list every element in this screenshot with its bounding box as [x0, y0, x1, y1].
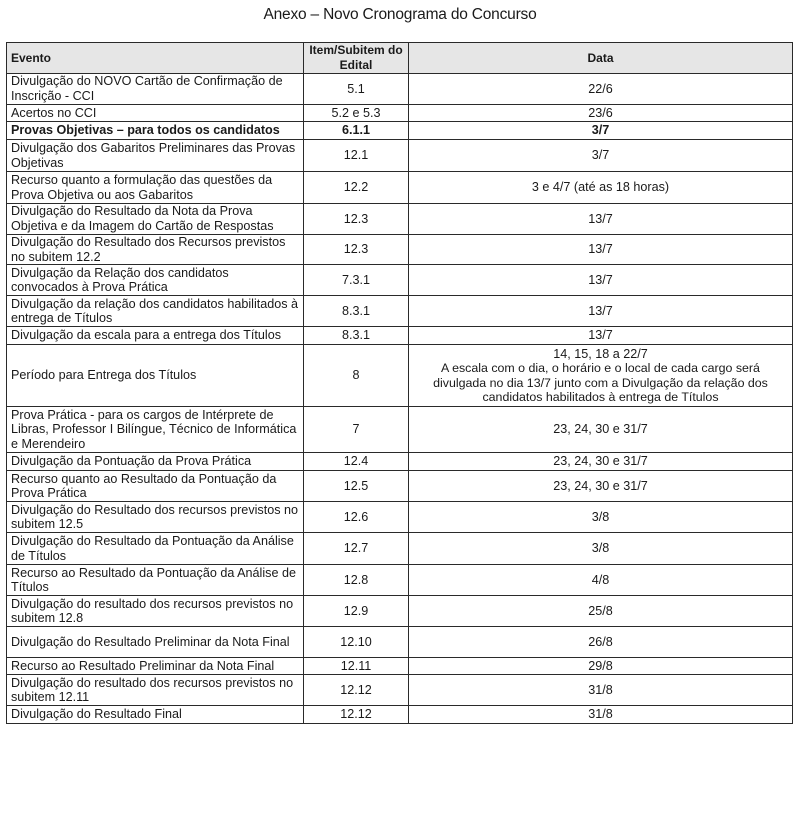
cell-data — [409, 675, 793, 706]
table-row — [7, 172, 793, 204]
cell-data — [409, 627, 793, 658]
table-row — [7, 265, 793, 296]
table-row — [7, 502, 793, 533]
cell-evento: Divulgação do Resultado dos Recursos previstos no subitem 12.2 — [7, 235, 304, 265]
cell-evento: Divulgação do Resultado Final — [7, 706, 304, 724]
cell-data — [409, 407, 793, 453]
cell-item: 6.1.1 — [304, 122, 409, 140]
table-row — [7, 204, 793, 235]
schedule-body — [7, 74, 793, 724]
date-value: 3/7 — [591, 123, 610, 138]
cell-item: 5.1 — [304, 74, 409, 105]
cell-evento: Divulgação do resultado dos recursos previstos no subitem 12.8 — [7, 596, 304, 627]
cell-data — [409, 658, 793, 675]
date-value: 31/8 — [588, 682, 613, 697]
cell-data — [409, 533, 793, 565]
cell-evento: Divulgação do Resultado da Nota da Prova Objetiva e da Imagem do Cartão de Respostas — [7, 204, 304, 235]
cell-data — [409, 204, 793, 235]
cell-evento: Acertos no CCI — [7, 105, 304, 122]
cell-item: 12.3 — [304, 235, 409, 265]
date-value: 13/7 — [588, 303, 613, 318]
cell-item: 5.2 e 5.3 — [304, 105, 409, 122]
date-value: 22/6 — [588, 81, 613, 96]
cell-evento: Período para Entrega dos Títulos — [7, 345, 304, 407]
cell-evento: Recurso quanto a formulação das questões da Prova Objetiva ou aos Gabaritos — [7, 172, 304, 204]
cell-item: 12.1 — [304, 140, 409, 172]
date-value: 4/8 — [591, 572, 610, 587]
table-row — [7, 296, 793, 327]
date-value: 23, 24, 30 e 31/7 — [553, 454, 648, 469]
cell-data — [409, 596, 793, 627]
date-note: A escala com o dia, o horário e o local de cada cargo será divulgada no dia 13/7 junto com a Divulgação da relação dos candidatos habilitados à entrega de Títulos — [433, 361, 768, 405]
cell-evento: Divulgação da escala para a entrega dos Títulos — [7, 327, 304, 345]
cell-item: 8 — [304, 345, 409, 407]
table-row — [7, 327, 793, 345]
table-row — [7, 122, 793, 140]
cell-item: 12.8 — [304, 565, 409, 596]
cell-data — [409, 105, 793, 122]
cell-data — [409, 565, 793, 596]
table-row — [7, 627, 793, 658]
cell-data — [409, 345, 793, 407]
date-value: 14, 15, 18 a 22/7 — [553, 346, 648, 361]
header-data: Data — [409, 43, 793, 74]
date-value: 13/7 — [588, 328, 613, 343]
cell-data — [409, 172, 793, 204]
header-evento: Evento — [7, 43, 304, 74]
cell-item: 12.12 — [304, 675, 409, 706]
cell-evento: Provas Objetivas – para todos os candidatos — [7, 122, 304, 140]
cell-evento: Divulgação do Resultado dos recursos previstos no subitem 12.5 — [7, 502, 304, 533]
date-value: 23, 24, 30 e 31/7 — [553, 422, 648, 437]
cell-data — [409, 471, 793, 502]
cell-data — [409, 327, 793, 345]
cell-item: 12.4 — [304, 453, 409, 471]
table-row — [7, 407, 793, 453]
date-value: 31/8 — [588, 707, 613, 722]
document-title: Anexo – Novo Cronograma do Concurso — [263, 6, 537, 23]
cell-evento: Divulgação da Pontuação da Prova Prática — [7, 453, 304, 471]
table-row — [7, 140, 793, 172]
table-row — [7, 596, 793, 627]
cell-item: 12.6 — [304, 502, 409, 533]
date-value: 25/8 — [588, 603, 613, 618]
cell-data — [409, 122, 793, 140]
table-row — [7, 453, 793, 471]
date-value: 23, 24, 30 e 31/7 — [553, 478, 648, 493]
date-value: 13/7 — [588, 211, 613, 226]
table-row — [7, 565, 793, 596]
date-value: 29/8 — [588, 658, 613, 673]
cell-data — [409, 265, 793, 296]
table-row — [7, 105, 793, 122]
cell-item: 8.3.1 — [304, 296, 409, 327]
table-row — [7, 235, 793, 265]
cell-item: 12.2 — [304, 172, 409, 204]
cell-evento: Recurso quanto ao Resultado da Pontuação da Prova Prática — [7, 471, 304, 502]
cell-data — [409, 74, 793, 105]
schedule-table — [6, 42, 793, 724]
cell-item: 8.3.1 — [304, 327, 409, 345]
table-row — [7, 471, 793, 502]
cell-item: 12.7 — [304, 533, 409, 565]
table-row — [7, 658, 793, 675]
date-value: 3/7 — [591, 148, 610, 163]
cell-evento: Divulgação da relação dos candidatos habilitados à entrega de Títulos — [7, 296, 304, 327]
date-value: 13/7 — [588, 242, 613, 257]
cell-data — [409, 140, 793, 172]
table-header-row — [7, 43, 793, 74]
cell-data — [409, 502, 793, 533]
table-row — [7, 706, 793, 724]
cell-item: 12.9 — [304, 596, 409, 627]
cell-data — [409, 235, 793, 265]
cell-evento: Divulgação do Resultado da Pontuação da Análise de Títulos — [7, 533, 304, 565]
cell-data — [409, 453, 793, 471]
cell-data — [409, 296, 793, 327]
cell-item: 12.3 — [304, 204, 409, 235]
cell-evento: Recurso ao Resultado da Pontuação da Análise de Títulos — [7, 565, 304, 596]
cell-evento: Divulgação da Relação dos candidatos convocados à Prova Prática — [7, 265, 304, 296]
cell-item: 12.10 — [304, 627, 409, 658]
cell-item: 12.5 — [304, 471, 409, 502]
cell-evento: Recurso ao Resultado Preliminar da Nota Final — [7, 658, 304, 675]
date-value: 23/6 — [588, 105, 613, 120]
cell-evento: Divulgação do resultado dos recursos previstos no subitem 12.11 — [7, 675, 304, 706]
date-value: 13/7 — [588, 272, 613, 287]
cell-item: 7.3.1 — [304, 265, 409, 296]
cell-evento: Prova Prática - para os cargos de Intérprete de Libras, Professor I Bilíngue, Técnico de Informática e Merendeiro — [7, 407, 304, 453]
cell-evento: Divulgação do NOVO Cartão de Confirmação de Inscrição - CCI — [7, 74, 304, 105]
cell-item: 12.11 — [304, 658, 409, 675]
cell-item: 12.12 — [304, 706, 409, 724]
cell-item: 7 — [304, 407, 409, 453]
date-value: 3/8 — [591, 541, 610, 556]
cell-data — [409, 706, 793, 724]
date-value: 26/8 — [588, 634, 613, 649]
table-row — [7, 675, 793, 706]
table-row — [7, 74, 793, 105]
date-value: 3 e 4/7 (até as 18 horas) — [531, 180, 670, 195]
date-value: 3/8 — [591, 509, 610, 524]
table-row — [7, 345, 793, 407]
header-item: Item/Subitem do Edital — [304, 43, 409, 74]
table-row — [7, 533, 793, 565]
cell-evento: Divulgação dos Gabaritos Preliminares das Provas Objetivas — [7, 140, 304, 172]
cell-evento: Divulgação do Resultado Preliminar da Nota Final — [7, 627, 304, 658]
